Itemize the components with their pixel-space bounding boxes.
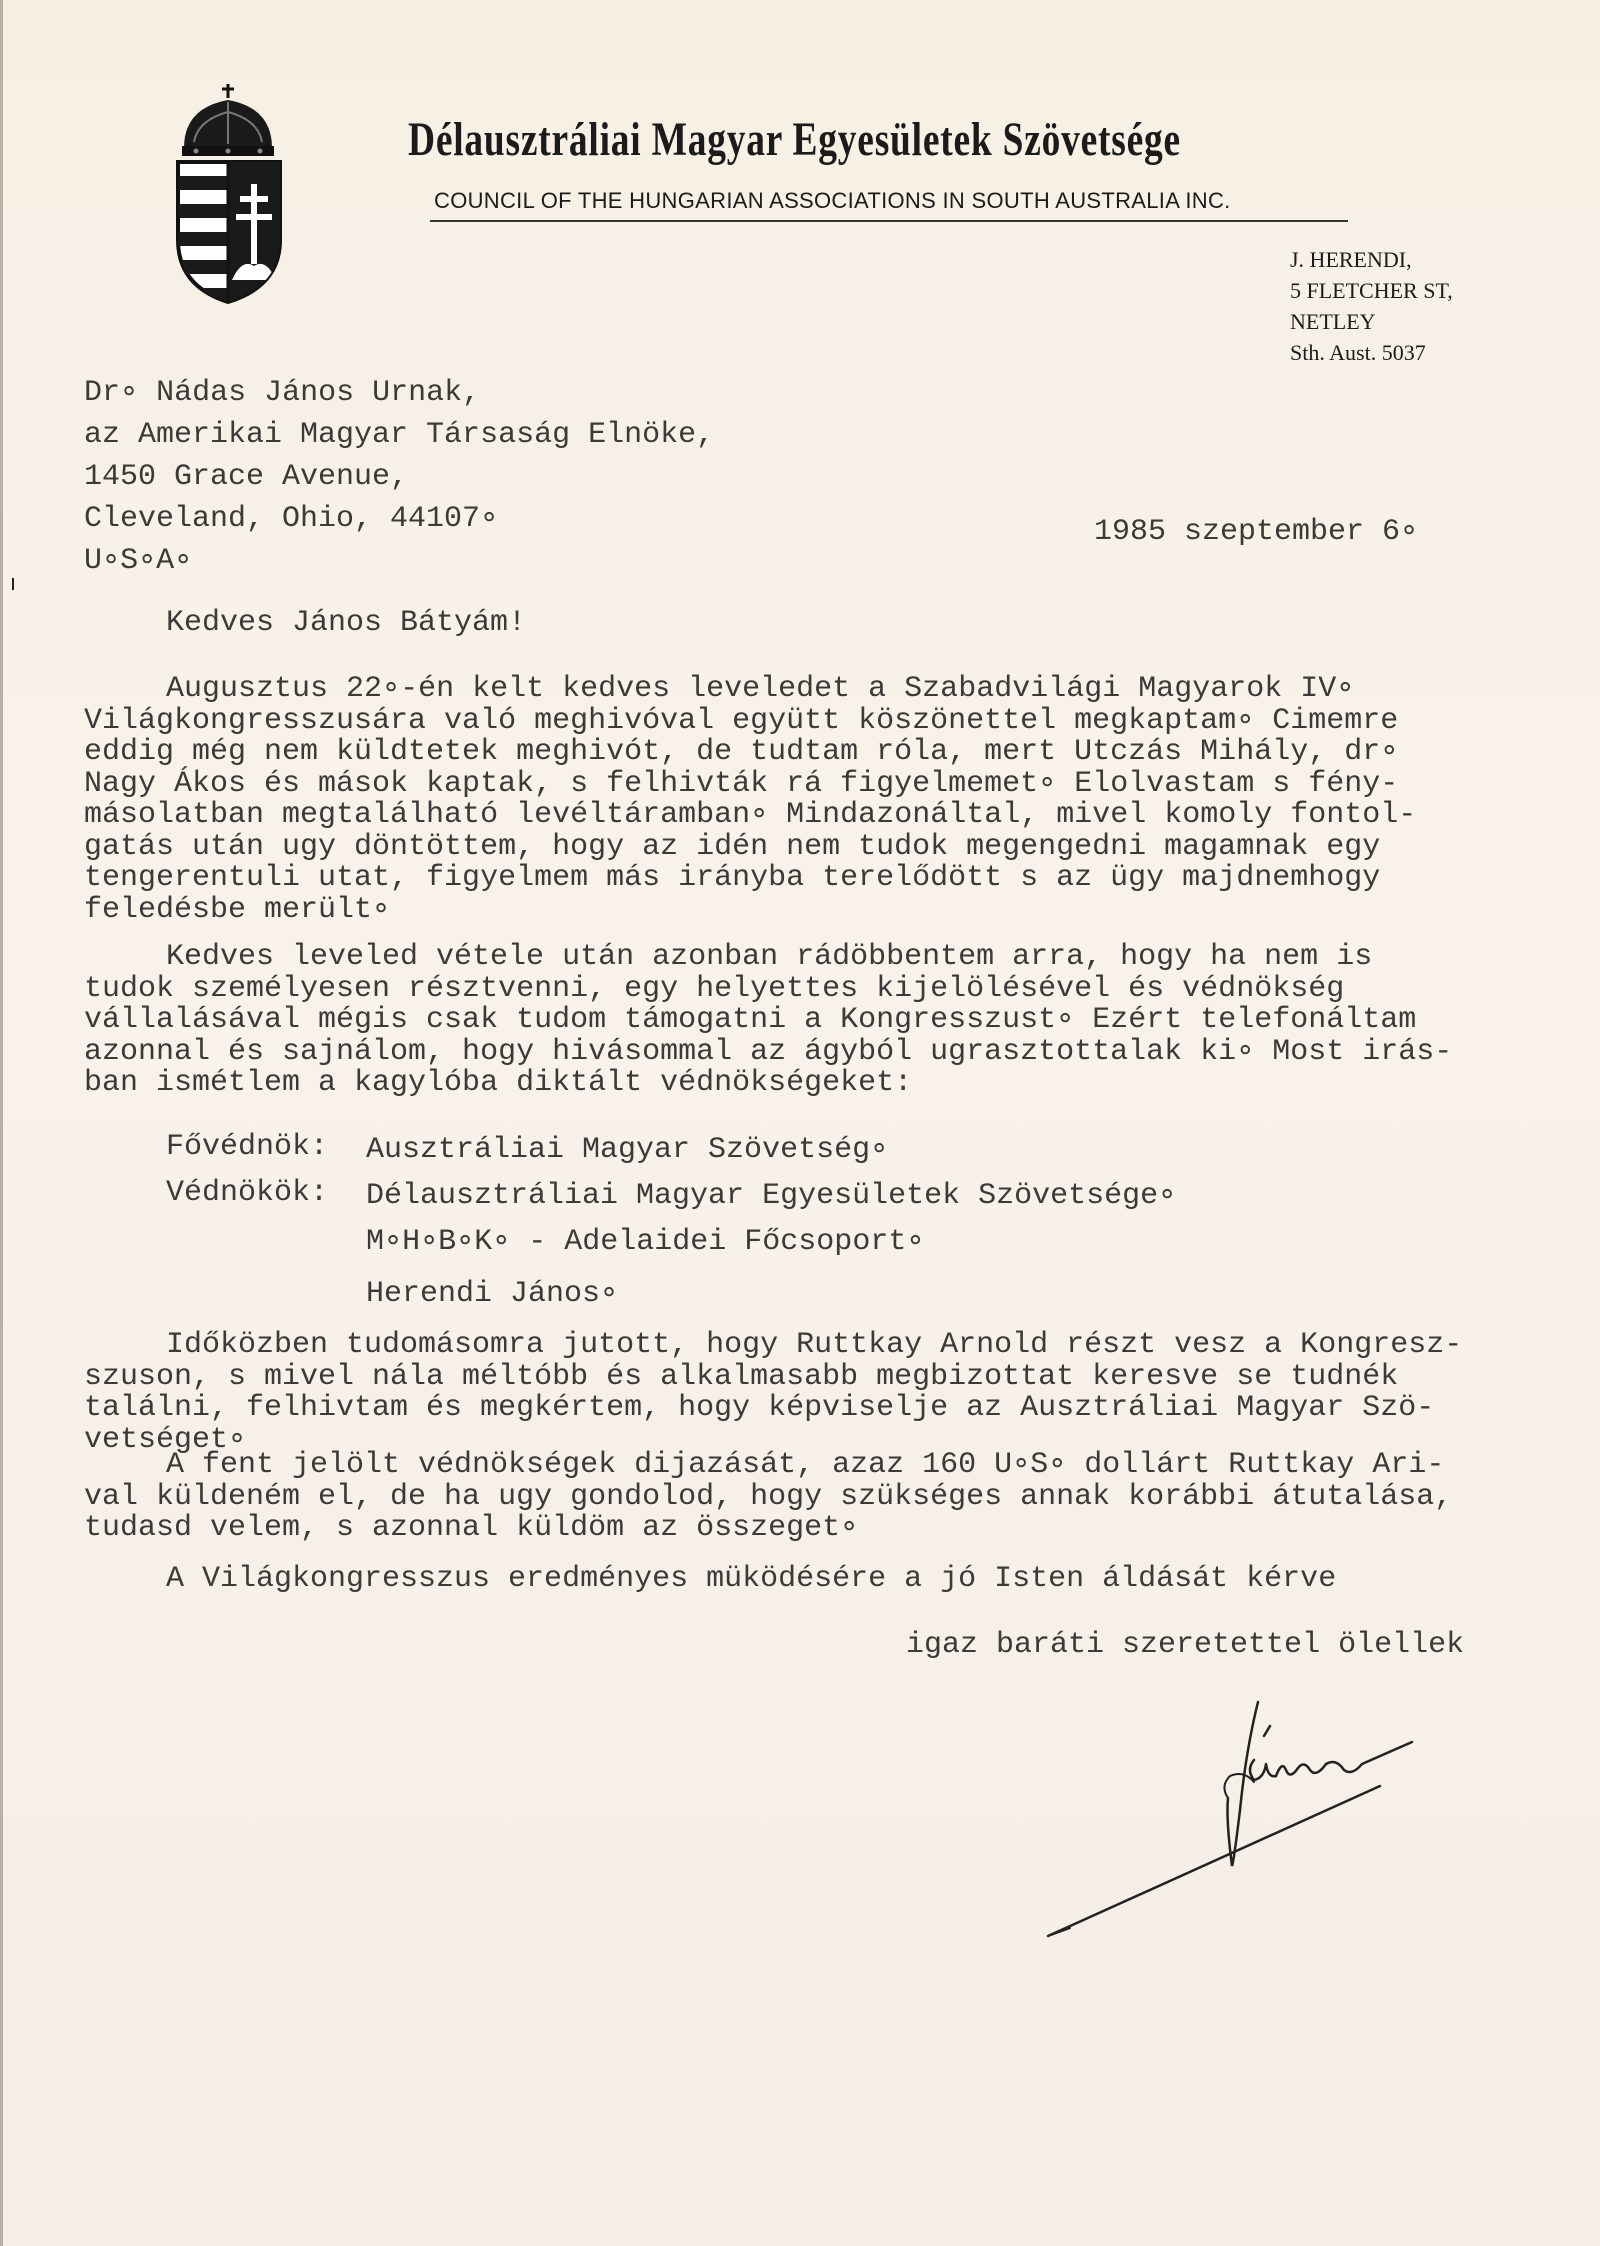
sender-line: J. HERENDI, xyxy=(1290,247,1412,272)
paragraph-line: Világkongresszusára való meghivóval együtt köszönettel megkaptam∘ Cimemre xyxy=(84,703,1399,738)
paragraph-line: tudok személyesen résztvenni, egy helyettes kijelölésével és védnökség xyxy=(84,971,1345,1006)
paragraph-1 xyxy=(84,674,1416,926)
paragraph-line: val küldeném el, de ha ugy gondolod, hogy szükséges annak korábbi átutalása, xyxy=(84,1479,1453,1514)
paragraph-3 xyxy=(84,1330,1462,1456)
paragraph-line: gatás után ugy döntöttem, hogy az idén nem tudok megengedni magamnak egy xyxy=(84,829,1381,864)
sender-line: Sth. Aust. 5037 xyxy=(1290,340,1426,365)
salutation: Kedves János Bátyám! xyxy=(166,606,527,640)
paragraph-2 xyxy=(84,942,1452,1100)
patron-item: Herendi János∘ xyxy=(366,1277,619,1311)
paragraph-line: Nagy Ákos és mások kaptak, s felhivták rá figyelmemet∘ Elolvastam s fény- xyxy=(84,766,1399,801)
paragraph-line: szuson, s mivel nála méltóbb és alkalmasabb megbizottat keresve se tudnék xyxy=(84,1359,1399,1394)
paragraph-line: azonnal és sajnálom, hogy hivásommal az ágyból ugrasztottalak ki∘ Most irás- xyxy=(84,1034,1453,1069)
patrons-label: Védnökök: xyxy=(166,1176,329,1210)
letterhead-divider xyxy=(430,220,1348,222)
paragraph-line: ban ismétlem a kagylóba diktált védnökségeket: xyxy=(84,1066,913,1100)
coat-of-arms-icon xyxy=(172,80,288,306)
paragraph-line: eddig még nem küldtetek meghivót, de tudtam róla, mert Utczás Mihály, dr∘ xyxy=(84,735,1399,769)
handwritten-signature xyxy=(1040,1690,1440,1950)
recipient-line: U∘S∘A∘ xyxy=(84,544,193,578)
paragraph-line: találni, felhivtam és megkértem, hogy képviselje az Ausztráliai Magyar Szö- xyxy=(84,1391,1435,1425)
recipient-line: Cleveland, Ohio, 44107∘ xyxy=(84,502,499,536)
paragraph-line: Időközben tudomásomra jutott, hogy Ruttkay Arnold részt vesz a Kongresz- xyxy=(166,1328,1463,1362)
letter-date: 1985 szeptember 6∘ xyxy=(1094,515,1419,549)
paragraph-4 xyxy=(84,1450,1452,1545)
paragraph-line: tudasd velem, s azonnal küldöm az összeget∘ xyxy=(84,1511,859,1545)
patron-item: M∘H∘B∘K∘ - Adelaidei Főcsoport∘ xyxy=(366,1225,925,1259)
sender-line: NETLEY xyxy=(1290,309,1376,334)
closing-line: igaz baráti szeretettel ölellek xyxy=(906,1628,1465,1662)
paragraph-line: másolatban megtalálható levéltáramban∘ Mindazonáltal, mivel komoly fontol- xyxy=(84,798,1417,832)
page-mark xyxy=(12,578,14,590)
recipient-line: Dr∘ Nádas János Urnak, xyxy=(84,376,481,410)
paragraph-line: feledésbe merült∘ xyxy=(84,892,391,927)
recipient-address xyxy=(84,372,714,582)
sender-line: 5 FLETCHER ST, xyxy=(1290,278,1453,303)
recipient-line: az Amerikai Magyar Társaság Elnöke, xyxy=(84,418,715,452)
chief-patron: Ausztráliai Magyar Szövetség∘ xyxy=(366,1133,889,1167)
letterhead-subtitle: COUNCIL OF THE HUNGARIAN ASSOCIATIONS IN SOUTH AUSTRALIA INC. xyxy=(434,188,1231,213)
paragraph-line: vállalásával mégis csak tudom támogatni a Kongresszust∘ Ezért telefonáltam xyxy=(84,1003,1417,1037)
paragraph-5: A Világkongresszus eredményes müködésére a jó Isten áldását kérve xyxy=(166,1562,1337,1596)
recipient-line: 1450 Grace Avenue, xyxy=(84,460,409,494)
chief-patron-label: Fővédnök: xyxy=(166,1130,329,1164)
paragraph-line: vetséget∘ xyxy=(84,1422,247,1457)
page-edge xyxy=(0,0,3,2246)
sender-address xyxy=(1290,244,1453,368)
paragraph-line: A fent jelölt védnökségek dijazását, azaz 160 U∘S∘ dollárt Ruttkay Ari- xyxy=(166,1448,1445,1482)
patron-item: Délausztráliai Magyar Egyesületek Szövetsége∘ xyxy=(366,1179,1177,1213)
letterhead-title: Délausztráliai Magyar Egyesületek Szövetsége xyxy=(408,113,1181,166)
paragraph-line: Augusztus 22∘-én kelt kedves leveledet a Szabadvilági Magyarok IV∘ xyxy=(166,672,1355,706)
paragraph-line: tengerentuli utat, figyelmem más irányba terelődött s az ügy majdnemhogy xyxy=(84,861,1381,895)
paragraph-line: Kedves leveled vétele után azonban rádöbbentem arra, hogy ha nem is xyxy=(166,940,1373,974)
